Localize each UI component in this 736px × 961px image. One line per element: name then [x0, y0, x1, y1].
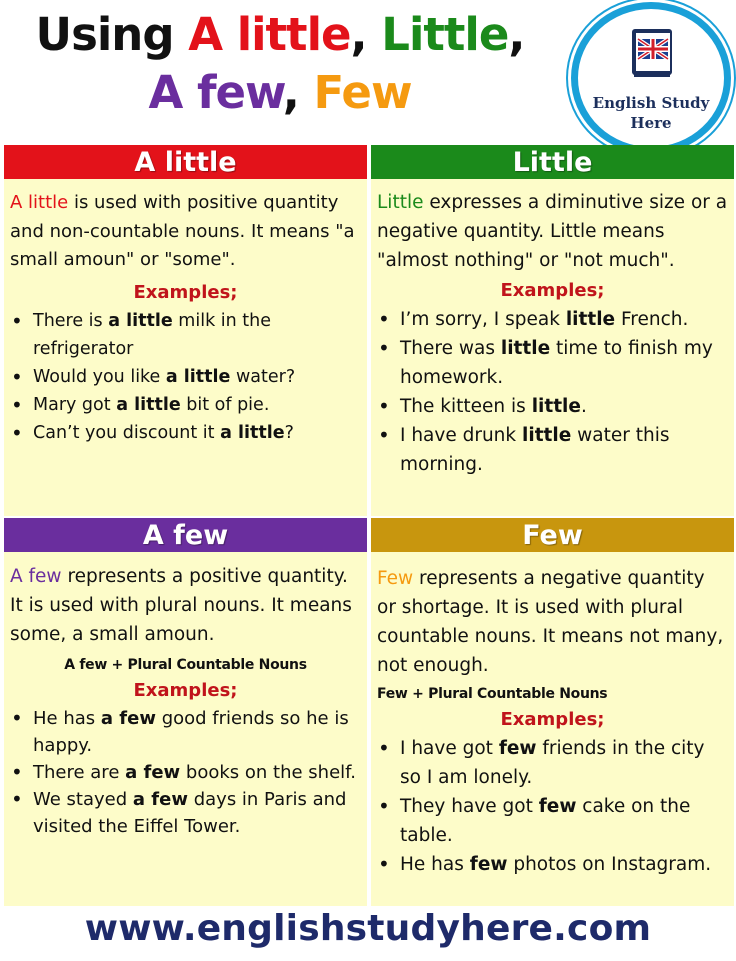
- example-keyword: little: [565, 309, 616, 330]
- example-text: We stayed: [33, 789, 133, 810]
- example-text: Mary got: [33, 394, 117, 415]
- panel-body: [371, 552, 734, 879]
- panel-header: Few: [371, 518, 734, 552]
- list-item: [10, 759, 361, 786]
- example-text: good friends so he is happy.: [33, 708, 349, 756]
- panel-a-little: [4, 145, 367, 516]
- panel-body: [4, 179, 367, 447]
- definition: [377, 564, 728, 680]
- example-text: They have got: [400, 796, 539, 817]
- definition: [10, 562, 361, 649]
- example-keyword: little: [531, 396, 581, 417]
- example-keyword: little: [500, 338, 551, 359]
- example-text: Can’t you discount it: [33, 422, 221, 443]
- example-text: I have drunk: [400, 425, 523, 446]
- examples-list: [10, 705, 361, 840]
- keyword: A little: [10, 192, 69, 213]
- example-text: books on the shelf.: [180, 762, 356, 783]
- title-word: Little: [381, 8, 509, 61]
- definition: [10, 189, 361, 275]
- panel-body: [371, 179, 734, 479]
- examples-list: [10, 307, 361, 447]
- list-item: [10, 705, 361, 759]
- example-keyword: few: [498, 738, 537, 759]
- example-text: .: [580, 396, 587, 417]
- examples-list: [377, 734, 728, 879]
- list-item: [377, 850, 728, 879]
- examples-label: Examples;: [133, 680, 238, 701]
- example-keyword: few: [469, 854, 508, 875]
- list-item: [10, 786, 361, 840]
- definition: [377, 188, 728, 275]
- book-flag-icon: [630, 27, 674, 79]
- panel-little: [371, 145, 734, 516]
- logo-line: Here: [630, 114, 672, 132]
- list-item: [377, 792, 728, 850]
- keyword: A few: [10, 566, 62, 587]
- definition-text: represents a positive quantity. It is used with plural nouns. It means some, a small amoun.: [10, 566, 352, 645]
- example-text: He has: [400, 854, 470, 875]
- example-text: cake on the table.: [400, 796, 691, 846]
- example-keyword: little: [522, 425, 572, 446]
- example-text: friends in the city so I am lonely.: [400, 738, 705, 788]
- formula: A few + Plural Countable Nouns: [64, 657, 307, 673]
- keyword: Little: [377, 192, 424, 213]
- definition-text: is used with positive quantity and non-countable nouns. It means "a small amoun" or "some".: [10, 192, 355, 270]
- list-item: [377, 334, 728, 392]
- example-text: time to finish my homework.: [400, 338, 713, 388]
- panel-header: A little: [4, 145, 367, 179]
- title-word: ,: [508, 8, 525, 61]
- example-text: bit of pie.: [180, 394, 270, 415]
- examples-list: [377, 305, 728, 479]
- list-item: [10, 307, 361, 363]
- list-item: [377, 421, 728, 479]
- examples-label: Examples;: [133, 281, 238, 303]
- list-item: [10, 419, 361, 447]
- example-text: There are: [33, 762, 126, 783]
- example-text: He has: [33, 708, 101, 729]
- title-word: ,: [350, 8, 382, 61]
- panel-header: Little: [371, 145, 734, 179]
- example-keyword: a little: [220, 422, 285, 443]
- footer-url[interactable]: www.englishstudyhere.com: [84, 908, 652, 949]
- page-title: [0, 6, 560, 122]
- example-text: photos on Instagram.: [507, 854, 712, 875]
- example-text: ?: [284, 422, 294, 443]
- example-text: milk in the refrigerator: [33, 310, 272, 359]
- title-word: ,: [282, 66, 314, 119]
- definition-text: expresses a diminutive size or a negative quantity. Little means "almost nothing" or "not much".: [377, 192, 728, 271]
- list-item: [10, 363, 361, 391]
- example-text: I have got: [400, 738, 499, 759]
- logo-line: English Study: [592, 94, 710, 112]
- example-text: There was: [400, 338, 501, 359]
- logo-text: [578, 93, 724, 133]
- example-keyword: a few: [100, 708, 156, 729]
- example-keyword: a little: [116, 394, 181, 415]
- example-keyword: a little: [165, 366, 231, 387]
- title-word: A little: [188, 8, 351, 61]
- list-item: [377, 734, 728, 792]
- example-text: Would you like: [33, 366, 166, 387]
- keyword: Few: [377, 568, 414, 589]
- example-text: There is: [33, 310, 109, 331]
- list-item: [377, 392, 728, 421]
- example-text: days in Paris and visited the Eiffel Tower.: [33, 789, 347, 837]
- example-text: The kitteen is: [400, 396, 532, 417]
- example-text: water this morning.: [400, 425, 670, 475]
- examples-label: Examples;: [500, 709, 605, 730]
- example-text: I’m sorry, I speak: [400, 309, 566, 330]
- title-word: Few: [313, 66, 412, 119]
- panel-a-few: [4, 518, 367, 906]
- examples-label: Examples;: [500, 280, 605, 301]
- panel-body: [4, 552, 367, 840]
- example-keyword: a little: [108, 310, 173, 331]
- list-item: [10, 391, 361, 419]
- example-keyword: few: [538, 796, 577, 817]
- panel-header: A few: [4, 518, 367, 552]
- panel-few: [371, 518, 734, 906]
- title-word: Using: [35, 8, 189, 61]
- example-keyword: a few: [132, 789, 188, 810]
- example-text: French.: [615, 309, 689, 330]
- title-line-1: [0, 6, 560, 64]
- example-text: water?: [230, 366, 296, 387]
- site-logo: [571, 2, 731, 154]
- formula: Few + Plural Countable Nouns: [377, 686, 608, 702]
- example-keyword: a few: [125, 762, 181, 783]
- list-item: [377, 305, 728, 334]
- title-line-2: [0, 64, 560, 122]
- definition-text: represents a negative quantity or shortage. It is used with plural countable nouns. It means not many, not enough.: [377, 568, 724, 676]
- title-word: A few: [148, 66, 283, 119]
